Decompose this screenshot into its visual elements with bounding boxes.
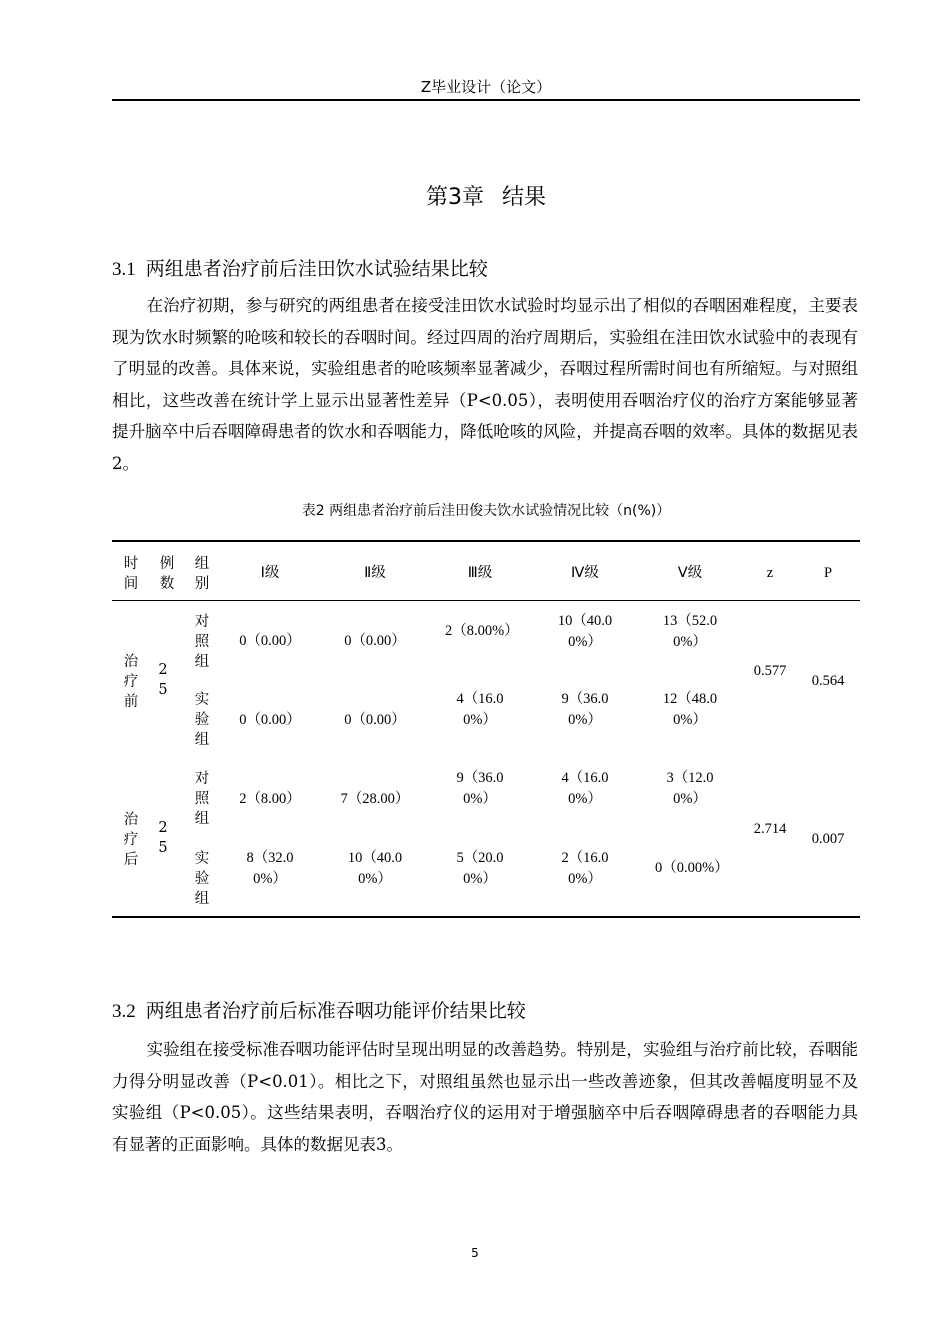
section-number: 3.1	[112, 259, 136, 280]
row-group: 对照组	[194, 614, 210, 670]
row-group: 对照组	[194, 771, 210, 827]
table-caption: 表2 两组患者治疗前后洼田俊夫饮水试验情况比较（n(%)）	[301, 503, 671, 519]
header-rule	[112, 99, 860, 101]
table-top-rule	[112, 540, 860, 542]
block-time: 治疗后	[123, 812, 139, 868]
row-grade-3: 9（36.00%）	[456, 770, 504, 807]
table-bottom-rule	[112, 916, 860, 918]
row-grade-5: 12（48.00%）	[662, 691, 718, 728]
block-cases: 25	[158, 662, 168, 698]
row-group: 实验组	[194, 851, 210, 907]
row-grade-2: 7（28.00）	[340, 791, 410, 807]
section-title: 两组患者治疗前后标准吞咽功能评价结果比较	[145, 1000, 526, 1022]
row-grade-4: 10（40.00%）	[557, 613, 613, 650]
row-grade-4: 2（16.00%）	[561, 850, 609, 887]
table-header-rule	[112, 600, 860, 601]
block-z: 0.577	[753, 663, 787, 679]
row-grade-4: 4（16.00%）	[561, 770, 609, 807]
row-grade-1: 0（0.00）	[239, 712, 301, 728]
row-grade-3: 4（16.00%）	[456, 691, 504, 728]
header-z: z	[766, 565, 774, 581]
header-cases: 例数	[159, 556, 175, 592]
block-cases: 25	[158, 820, 168, 856]
row-grade-3: 5（20.00%）	[456, 850, 504, 887]
header-p: P	[823, 565, 833, 581]
section-heading-3-1	[112, 254, 488, 281]
section-2-paragraph: 实验组在接受标准吞咽功能评估时呈现出明显的改善趋势。特别是，实验组与治疗前比较，吞咽能力得分明显改善（P<0.01）。相比之下，对照组虽然也显示出一些改善迹象，但其改善幅度明显不及实验组（P<0.05）。这些结果表明，吞咽治疗仪的运用对于增强脑卒中后吞咽障碍患者的吞咽能力具有显著的正面影响。具体的数据见表3。	[112, 1040, 858, 1154]
chapter-heading	[112, 180, 860, 211]
header-grade-5: Ⅴ级	[677, 565, 703, 581]
row-grade-4: 9（36.00%）	[561, 691, 609, 728]
running-header: Z毕业设计（论文）	[420, 78, 552, 96]
row-grade-1: 2（8.00）	[239, 791, 301, 807]
row-grade-2: 10（40.00%）	[347, 850, 403, 887]
section-heading-3-2	[112, 996, 526, 1023]
header-time: 时间	[123, 556, 139, 592]
header-grade-3: Ⅲ级	[467, 565, 493, 581]
block-p: 0.007	[811, 831, 845, 847]
row-grade-5: 13（52.00%）	[662, 613, 718, 650]
row-grade-1: 0（0.00）	[239, 633, 301, 649]
row-grade-2: 0（0.00）	[344, 712, 406, 728]
header-group: 组别	[194, 556, 210, 592]
row-grade-2: 0（0.00）	[344, 633, 406, 649]
block-p: 0.564	[811, 673, 845, 689]
header-grade-4: Ⅳ级	[571, 565, 599, 581]
block-time: 治疗前	[123, 654, 139, 710]
header-grade-2: Ⅱ级	[364, 565, 386, 581]
chapter-title: 结果	[501, 185, 546, 210]
row-grade-1: 8（32.00%）	[246, 850, 294, 887]
section-number: 3.2	[112, 1001, 136, 1022]
row-group: 实验组	[194, 692, 210, 748]
row-grade-3: 2（8.00%）	[445, 623, 519, 639]
block-z: 2.714	[753, 821, 787, 837]
header-grade-1: Ⅰ级	[260, 565, 280, 581]
page-number: 5	[471, 1246, 479, 1260]
section-1-paragraph: 在治疗初期，参与研究的两组患者在接受洼田饮水试验时均显示出了相似的吞咽困难程度，主要表现为饮水时频繁的呛咳和较长的吞咽时间。经过四周的治疗周期后，实验组在洼田饮水试验中的表现有了明显的改善。具体来说，实验组患者的呛咳频率显著减少，吞咽过程所需时间也有所缩短。与对照组相比，这些改善在统计学上显示出显著性差异（P<0.05），表明使用吞咽治疗仪的治疗方案能够显著提升脑卒中后吞咽障碍患者的饮水和吞咽能力，降低呛咳的风险，并提高吞咽的效率。具体的数据见表2。	[112, 296, 858, 473]
row-grade-5: 3（12.00%）	[666, 770, 714, 807]
section-title: 两组患者治疗前后洼田饮水试验结果比较	[145, 258, 488, 280]
row-grade-5: 0（0.00%）	[655, 860, 729, 876]
chapter-label: 第3章	[425, 185, 484, 210]
